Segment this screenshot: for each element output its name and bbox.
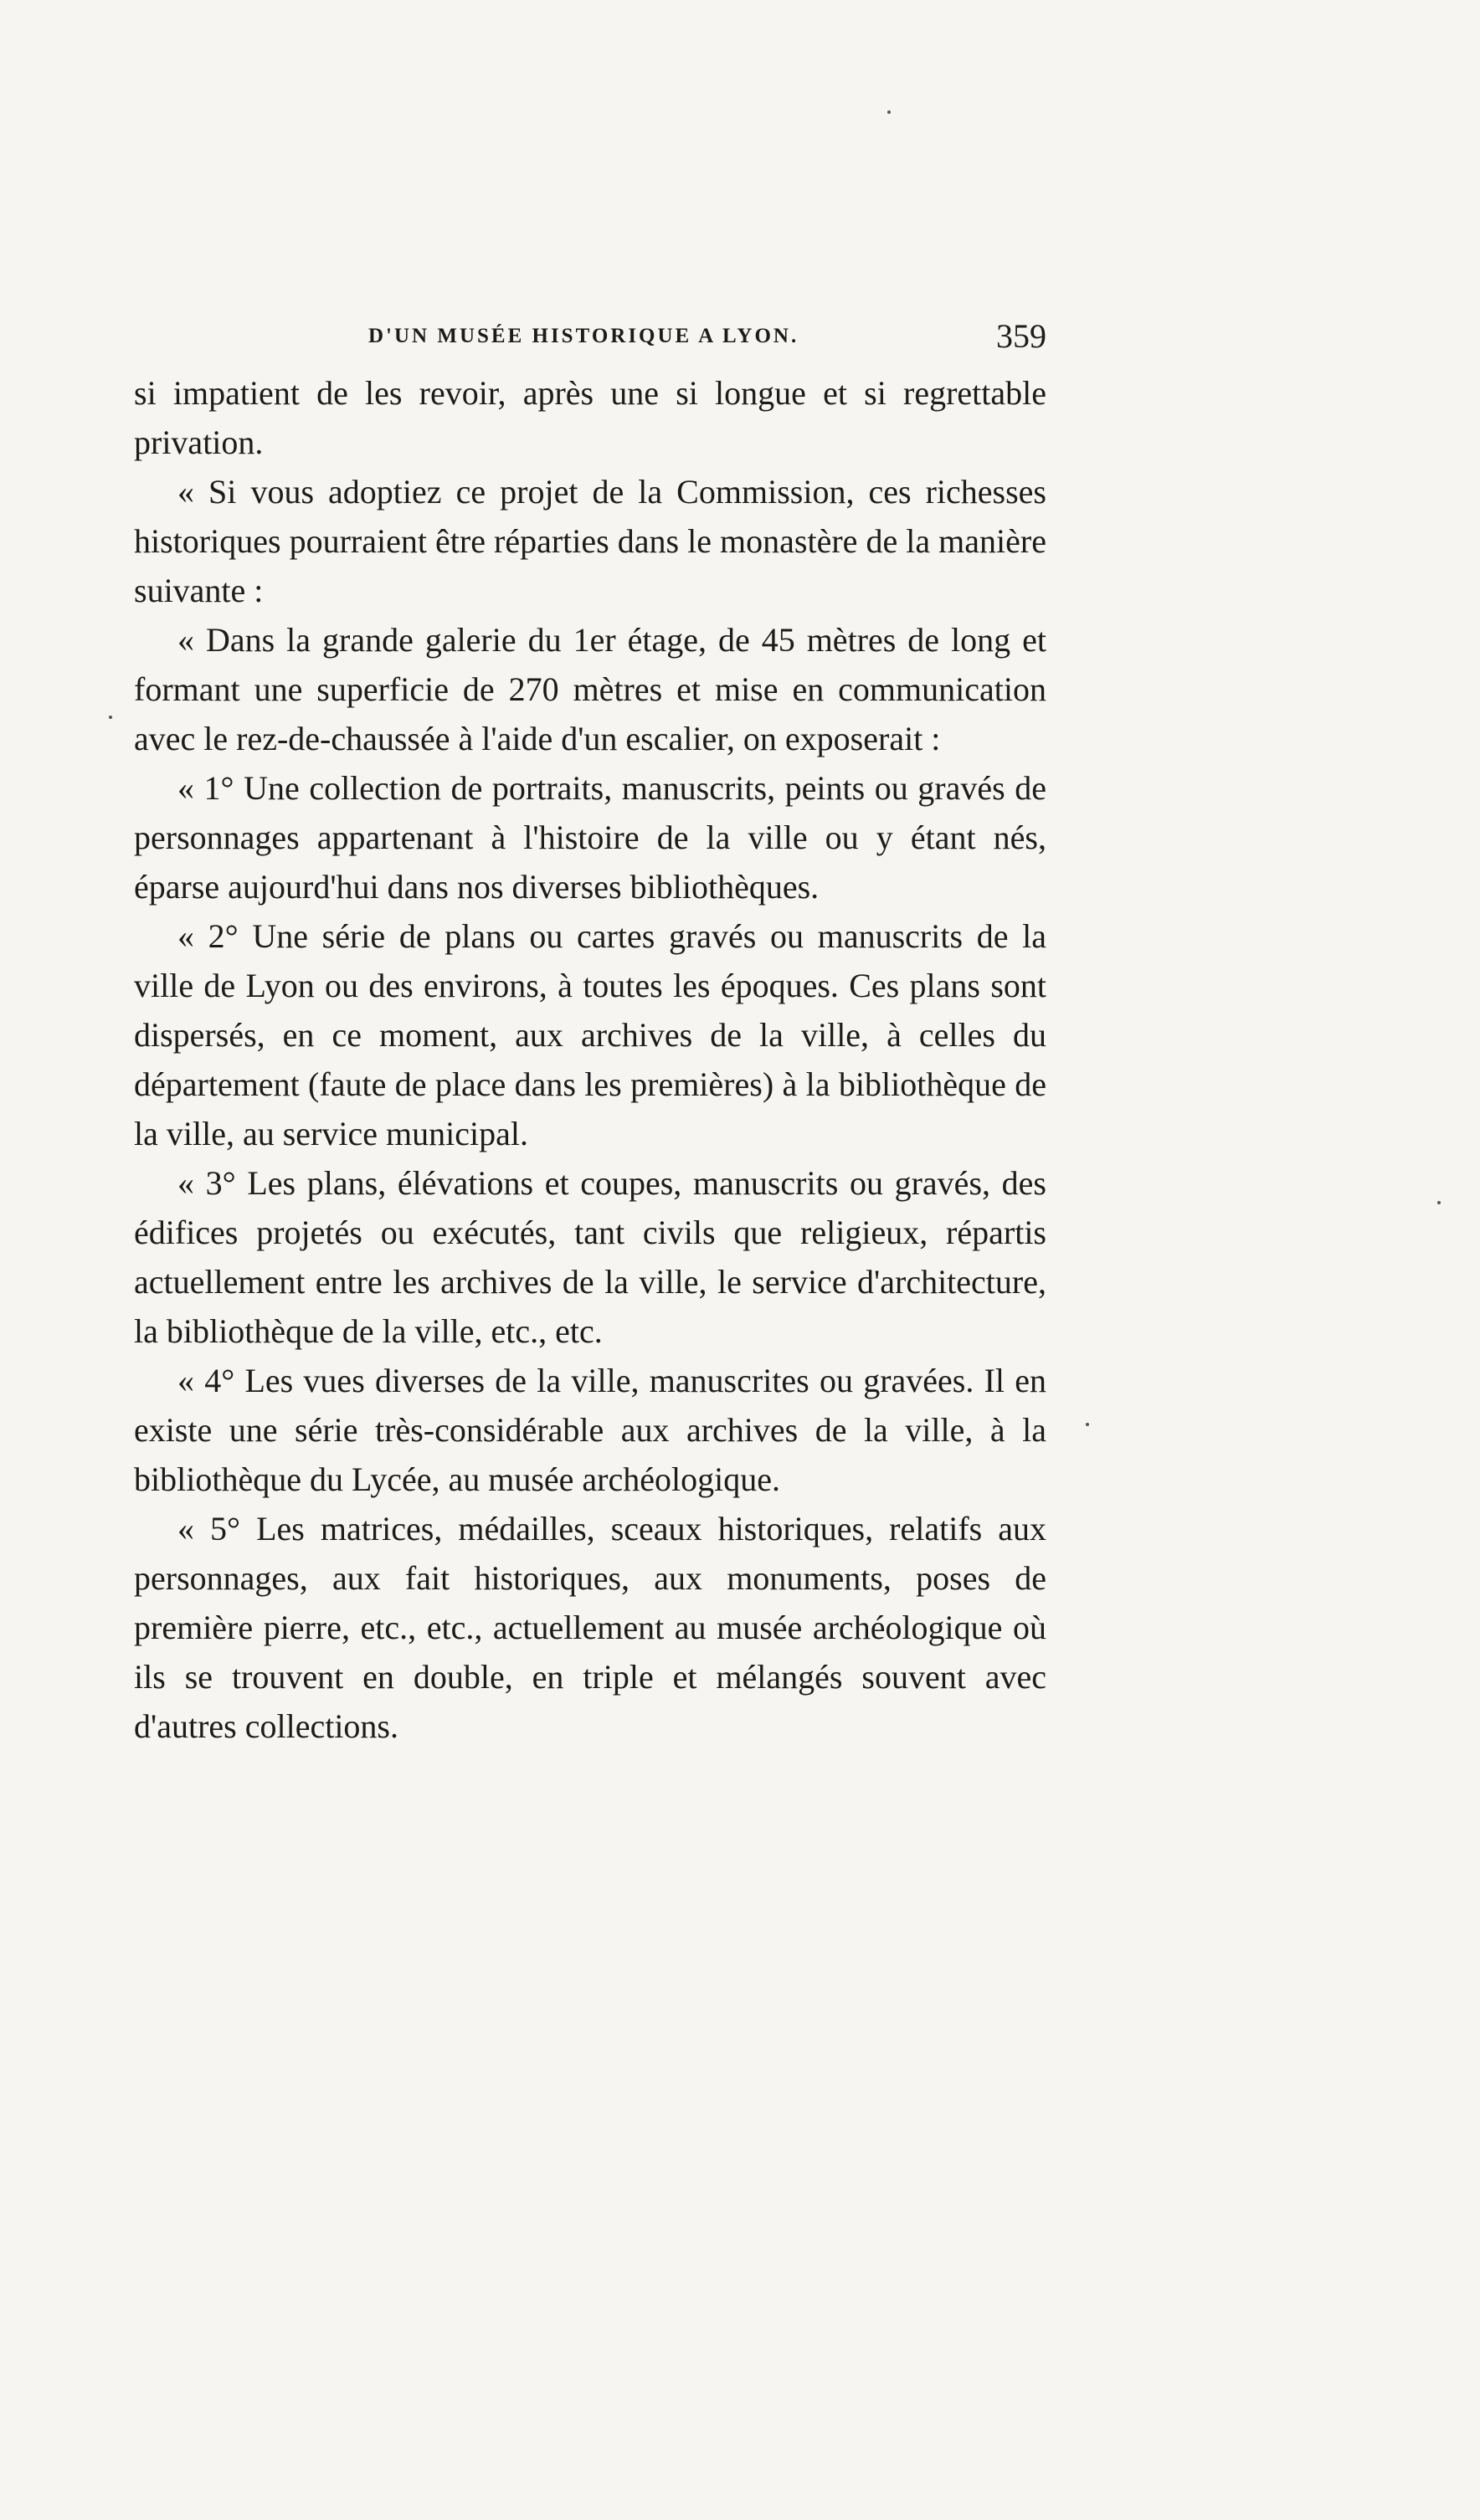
paragraph: « 3° Les plans, élévations et coupes, manuscrits ou gravés, des édifices projetés ou exécutés, tant civils que religieux, répartis actuellement entre les archives de la ville, le service d'architecture, la bibliothèque de la ville, etc., etc.: [134, 1164, 1046, 1350]
running-head: [134, 316, 1046, 367]
paragraph: « 2° Une série de plans ou cartes gravés ou manuscrits de la ville de Lyon ou des environs, à toutes les époques. Ces plans sont dispersés, en ce moment, aux archives de la ville, à celles du département (faute de place dans les premières) à la bibliothèque de la ville, au service municipal.: [134, 917, 1046, 1152]
body-text: [134, 368, 1046, 1751]
paragraph: « Dans la grande galerie du 1er étage, de 45 mètres de long et formant une superficie de 270 mètres et mise en communication avec le rez-de-chaussée à l'aide d'un escalier, on exposerait :: [134, 621, 1046, 757]
paper-speck: [1437, 1201, 1441, 1204]
paragraph: « 5° Les matrices, médailles, sceaux historiques, relatifs aux personnages, aux fait historiques, aux monuments, poses de première pierre, etc., etc., actuellement au musée archéologique où ils se trouvent en double, en triple et mélangés souvent avec d'autres collections.: [134, 1510, 1046, 1745]
paper-speck: [109, 716, 112, 719]
paragraph: « 1° Une collection de portraits, manuscrits, peints ou gravés de personnages appartenant à l'histoire de la ville ou y étant nés, éparse aujourd'hui dans nos diverses bibliothèques.: [134, 769, 1046, 906]
paragraph: si impatient de les revoir, après une si longue et si regrettable privation.: [134, 374, 1046, 461]
paper-speck: [1086, 1423, 1089, 1426]
paper-speck: [887, 110, 891, 114]
page-number: 359: [996, 317, 1046, 355]
paragraph: « 4° Les vues diverses de la ville, manuscrites ou gravées. Il en existe une série très-considérable aux archives de la ville, à la bibliothèque du Lycée, au musée archéologique.: [134, 1362, 1046, 1498]
paragraph: « Si vous adoptiez ce projet de la Commission, ces richesses historiques pourraient être réparties dans le monastère de la manière suivante :: [134, 473, 1046, 609]
running-title: D'UN MUSÉE HISTORIQUE A LYON.: [368, 325, 799, 347]
